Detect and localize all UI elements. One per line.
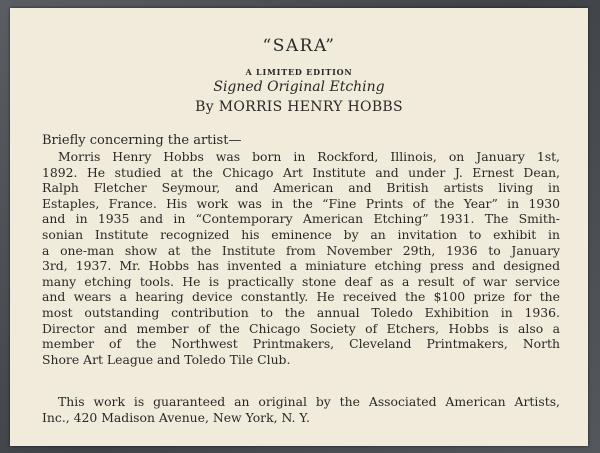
edition-label: A LIMITED EDITION (245, 67, 353, 77)
guarantee-note (42, 394, 560, 425)
bio-line: and in 1935 and in “Contemporary American Etching” 1931. The Smith- (42, 211, 560, 227)
bio-line: Shore Art League and Toledo Tile Club. (42, 351, 291, 367)
bio-line: member of the Northwest Printmakers, Cleveland Printmakers, North (42, 336, 560, 352)
bio-line: many etching tools. He is practically stone deaf as a result of war service (42, 273, 560, 289)
bio-line: Ralph Fletcher Seymour, and American and British artists living in (42, 180, 560, 196)
byline-by: By (195, 99, 214, 115)
bio-line: Director and member of the Chicago Society of Etchers, Hobbs is also a (42, 320, 560, 336)
bio-line: and wears a hearing device constantly. He received the $100 prize for the (42, 289, 560, 305)
artist-byline (10, 99, 588, 115)
document-subtitle: Signed Original Etching (213, 79, 385, 95)
bio-line: most outstanding contribution to the annual Toledo Exhibition in 1936. (42, 304, 560, 320)
bio-line: Estaples, France. His work was in the “Fine Prints of the Year” in 1930 (42, 195, 560, 211)
artist-name: MORRIS HENRY HOBBS (218, 99, 403, 115)
document-card (10, 8, 588, 446)
bio-line: a one-man show at the Institute from November 29th, 1936 to January (42, 242, 560, 258)
bio-line: Morris Henry Hobbs was born in Rockford, Illinois, on January 1st, (58, 149, 560, 164)
bio-line: 3rd, 1937. Mr. Hobbs has invented a miniature etching press and designed (42, 258, 560, 274)
guarantee-line: Inc., 420 Madison Avenue, New York, N. Y. (42, 409, 310, 425)
guarantee-line: This work is guaranteed an original by the Associated American Artists, (58, 394, 560, 409)
artist-biography (42, 149, 560, 367)
bio-line: 1892. He studied at the Chicago Art Institute and under J. Ernest Dean, (42, 164, 560, 180)
bio-line: sonian Institute recognized his eminence by an invitation to exhibit in (42, 226, 560, 242)
document-title: “SARA” (262, 36, 336, 56)
intro-heading: Briefly concerning the artist— (42, 133, 242, 148)
